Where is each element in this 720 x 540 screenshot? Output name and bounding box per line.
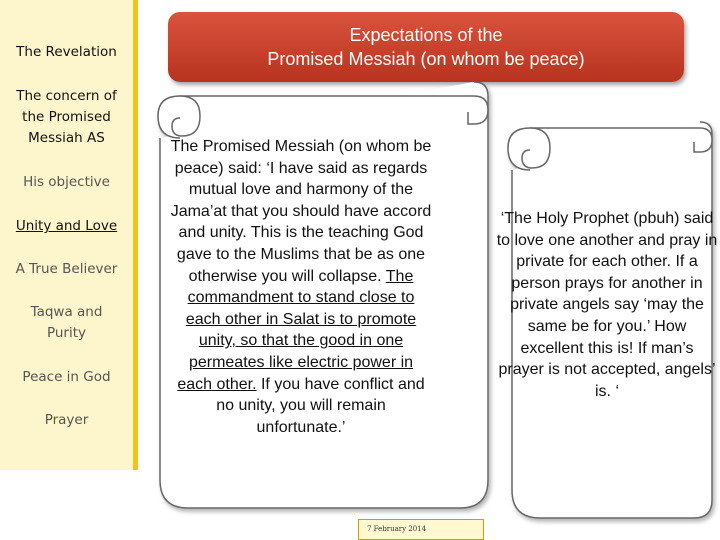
sidebar-item-prayer[interactable]: Prayer (44, 412, 89, 428)
sidebar-item-peace-in-god[interactable]: Peace in God (22, 369, 111, 385)
sidebar-item-unity-and-love[interactable]: Unity and Love (15, 218, 118, 234)
page-title-line2: Promised Messiah (on whom be peace) (267, 49, 585, 69)
sidebar-item-the-revelation[interactable]: The Revelation (16, 44, 117, 60)
sidebar-item-true-believer[interactable]: A True Believer (15, 261, 118, 277)
sidebar-item-taqwa-and-purity[interactable]: Taqwa and Purity (30, 304, 103, 341)
sidebar-item-his-objective[interactable]: His objective (23, 174, 110, 190)
page-title-line1: Expectations of the (349, 25, 503, 45)
date-label: 7 February 2014 (358, 519, 484, 540)
sidebar-item-concern[interactable]: The concern of the Promised Messiah AS (16, 88, 117, 146)
right-scroll-quote: ‘The Holy Prophet (pbuh) said to love one another and pray in private for each other. If a person prays for another in private angels say ‘may the same be for you.’ How excellent this is! If man’s prayer is not accepted, angels’ is. ‘ (496, 210, 718, 400)
quote-text: The Promised Messiah (on whom be peace) said: ‘I have said as regards mutual love and harmony of the Jama’at that you should have accord and unity. This is the teaching God gave to the Muslims that be as one otherwise you will collapse. (170, 138, 432, 285)
quote-underlined-text: The commandment to stand close to each other in Salat is to promote unity, so that the good in one permeates like electric power in each other. (177, 267, 417, 393)
left-scroll-quote (170, 136, 432, 438)
quote-text-end: If you have conflict and no unity, you will remain unfortunate.’ (216, 375, 425, 436)
